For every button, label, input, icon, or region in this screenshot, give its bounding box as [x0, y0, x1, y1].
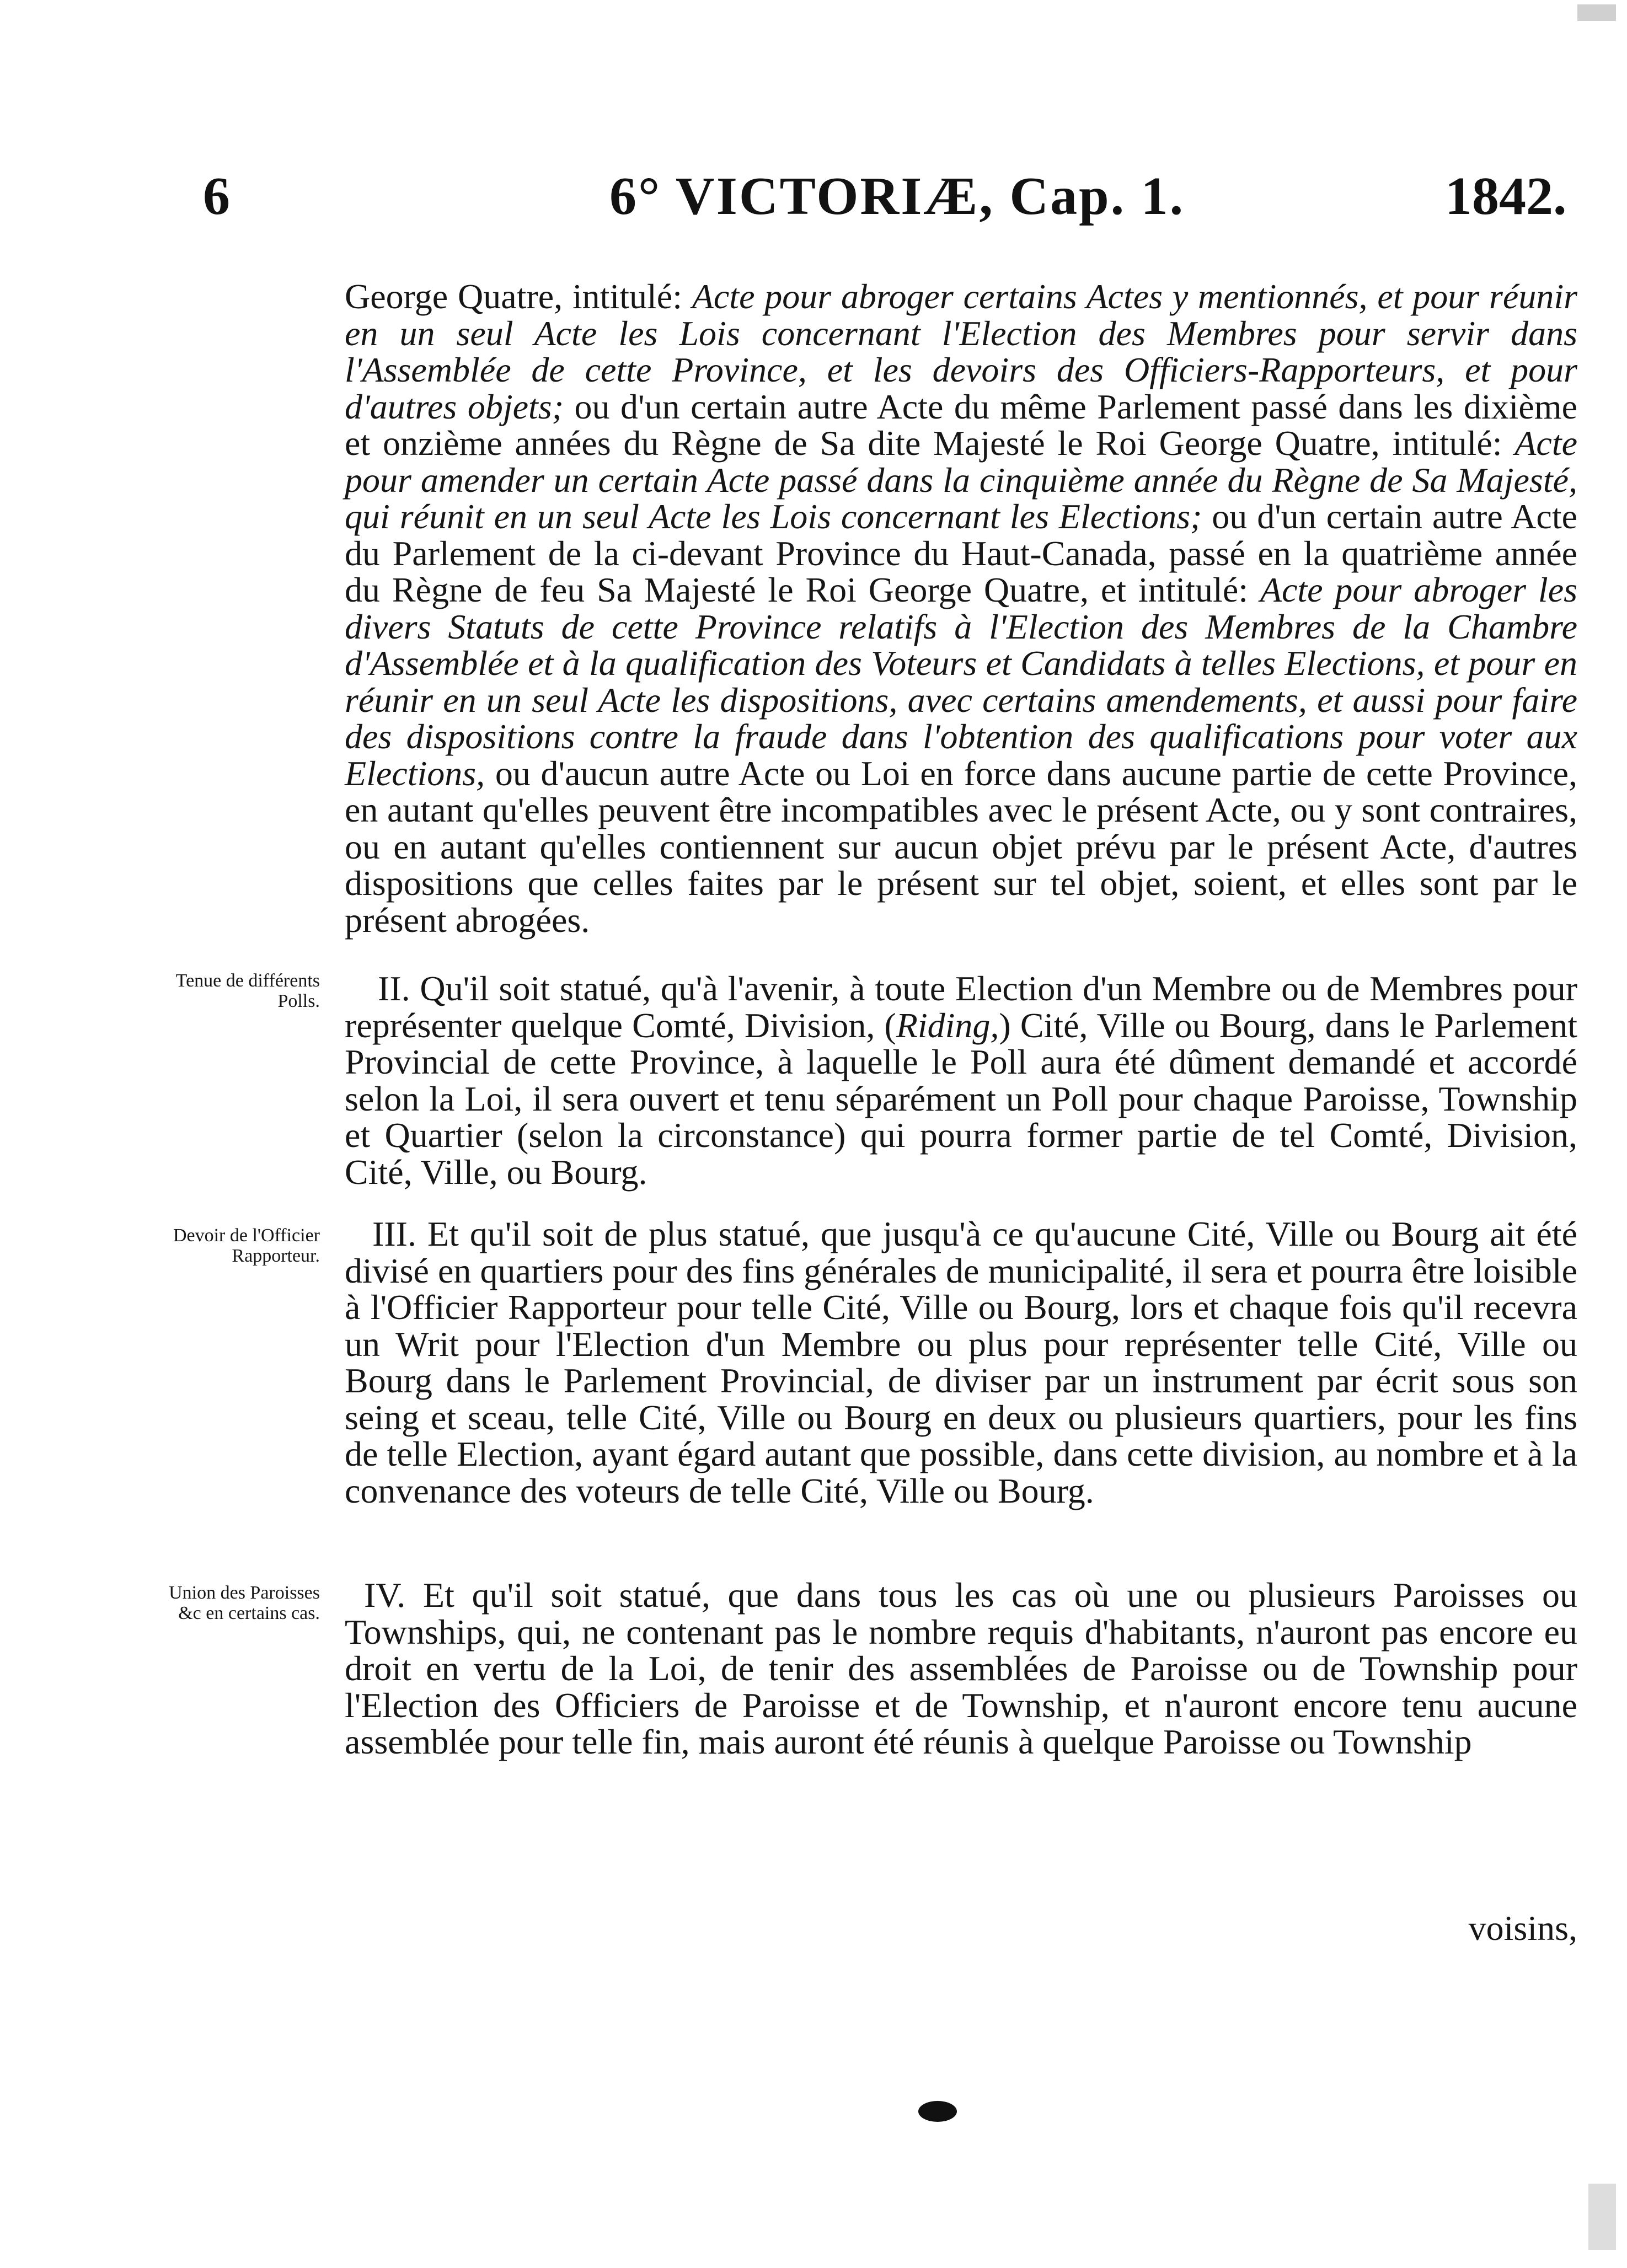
italic-act-title: Acte pour abroger certains Actes y mentionnés, et pour réunir en un seul Acte les Lois concernant l'Election des Membres pour servir dans l'Assemblée de cette Province, et les devoirs des Officiers-Rapporteurs, et pour d'autres objets;: [345, 277, 1578, 426]
italic-act-title: Acte pour abroger les divers Statuts de cette Province relatifs à l'Election des Membres de la Chambre d'Assemblée et à la qualification des Voteurs et Candidats à telles Elections, et pour en réunir en un seul Acte les dispositions, avec certains amendements, et aussi pour faire des dispositions contre la fraude dans l'obtention des qualifications pour voter aux Elections,: [345, 570, 1578, 793]
text-run: ou d'un certain autre Acte du même Parlement passé dans les dixième et onzième années du Règne de Sa dite Majesté le Roi George Quatre, intitulé:: [345, 387, 1578, 463]
section-iv: [345, 1577, 1577, 1761]
text-run: IV. Et qu'il soit statué, que dans tous les cas où une ou plusieurs Paroisses ou Townships, qui, ne contenant pas le nombre requis d'habitants, n'auront pas encore eu droit en vertu de la Loi, de tenir des assemblées de Paroisse ou de Township pour l'Election des Officiers de Paroisse et de Township, et n'auront encore tenu aucune assemblée pour telle fin, mais auront été réunis à quelque Paroisse ou Township: [345, 1575, 1577, 1761]
section-iii: [345, 1216, 1577, 1509]
ink-blot-ornament: [918, 2101, 957, 2122]
section-ii: [345, 971, 1577, 1191]
italic-term: Riding,: [896, 1005, 999, 1045]
header-year: 1842.: [1445, 167, 1567, 226]
text-run: ou d'aucun autre Acte ou Loi en force dans aucune partie de cette Province, en autant qu'elles peuvent être incompatibles avec le présent Acte, ou y sont contraires, ou en autant qu'elles contiennent sur aucun objet prévu par le présent Acte, d'autres dispositions que celles faites par le présent sur tel objet, soient, et elles sont par le présent abrogées.: [345, 753, 1577, 940]
running-title: 6° VICTORIÆ, Cap. 1.: [609, 167, 1185, 226]
text-run: III. Et qu'il soit de plus statué, que jusqu'à ce qu'aucune Cité, Ville ou Bourg ait été divisé en quartiers pour des fins générales de municipalité, il sera et pourra être loisible à l'Officier Rapporteur pour telle Cité, Ville ou Bourg, lors et chaque fois qu'il recevra un Writ pour l'Election d'un Membre ou plus pour représenter telle Cité, Ville ou Bourg dans le Parlement Provincial, de diviser par un instrument par écrit sous son seing et sceau, telle Cité, Ville ou Bourg en deux ou plusieurs quartiers, pour les fins de telle Election, ayant égard autant que possible, dans cette division, au nombre et à la convenance des voteurs de telle Cité, Ville ou Bourg.: [345, 1214, 1577, 1510]
text-run: ou d'un certain autre Acte du Parlement de la ci-devant Province du Haut-Canada, passé en la quatrième année du Règne de feu Sa Majesté le Roi George Quatre, et intitulé:: [345, 497, 1578, 609]
paragraph-repeal: [345, 278, 1577, 939]
catchword: voisins,: [1468, 1908, 1577, 1948]
margin-note-union: Union des Paroisses &c en certains cas.: [169, 1583, 320, 1623]
margin-note-officer: Devoir de l'Officier Rapporteur.: [173, 1225, 320, 1266]
page-number: 6: [203, 167, 230, 226]
paper-speckle: [1588, 2184, 1616, 2250]
text-run: ) Cité, Ville ou Bourg, dans le Parlement Provincial de cette Province, à laquelle le Poll aura été dûment demandé et accordé selon la Loi, il sera ouvert et tenu séparément un Poll pour chaque Paroisse, Township et Quartier (selon la circonstance) qui pourra former partie de tel Comté, Division, Cité, Ville, ou Bourg.: [345, 1005, 1578, 1192]
text-run: II. Qu'il soit statué, qu'à l'avenir, à toute Election d'un Membre ou de Membres pour représenter quelque Comté, Division, (: [345, 969, 1577, 1045]
paper-speckle: [1577, 4, 1616, 21]
text-run: George Quatre, intitulé:: [345, 277, 692, 316]
italic-act-title: Acte pour amender un certain Acte passé dans la cinquième année du Règne de Sa Majesté, qui réunit en un seul Acte les Lois concernant les Elections;: [345, 423, 1577, 536]
margin-note-polls: Tenue de différents Polls.: [175, 971, 320, 1011]
